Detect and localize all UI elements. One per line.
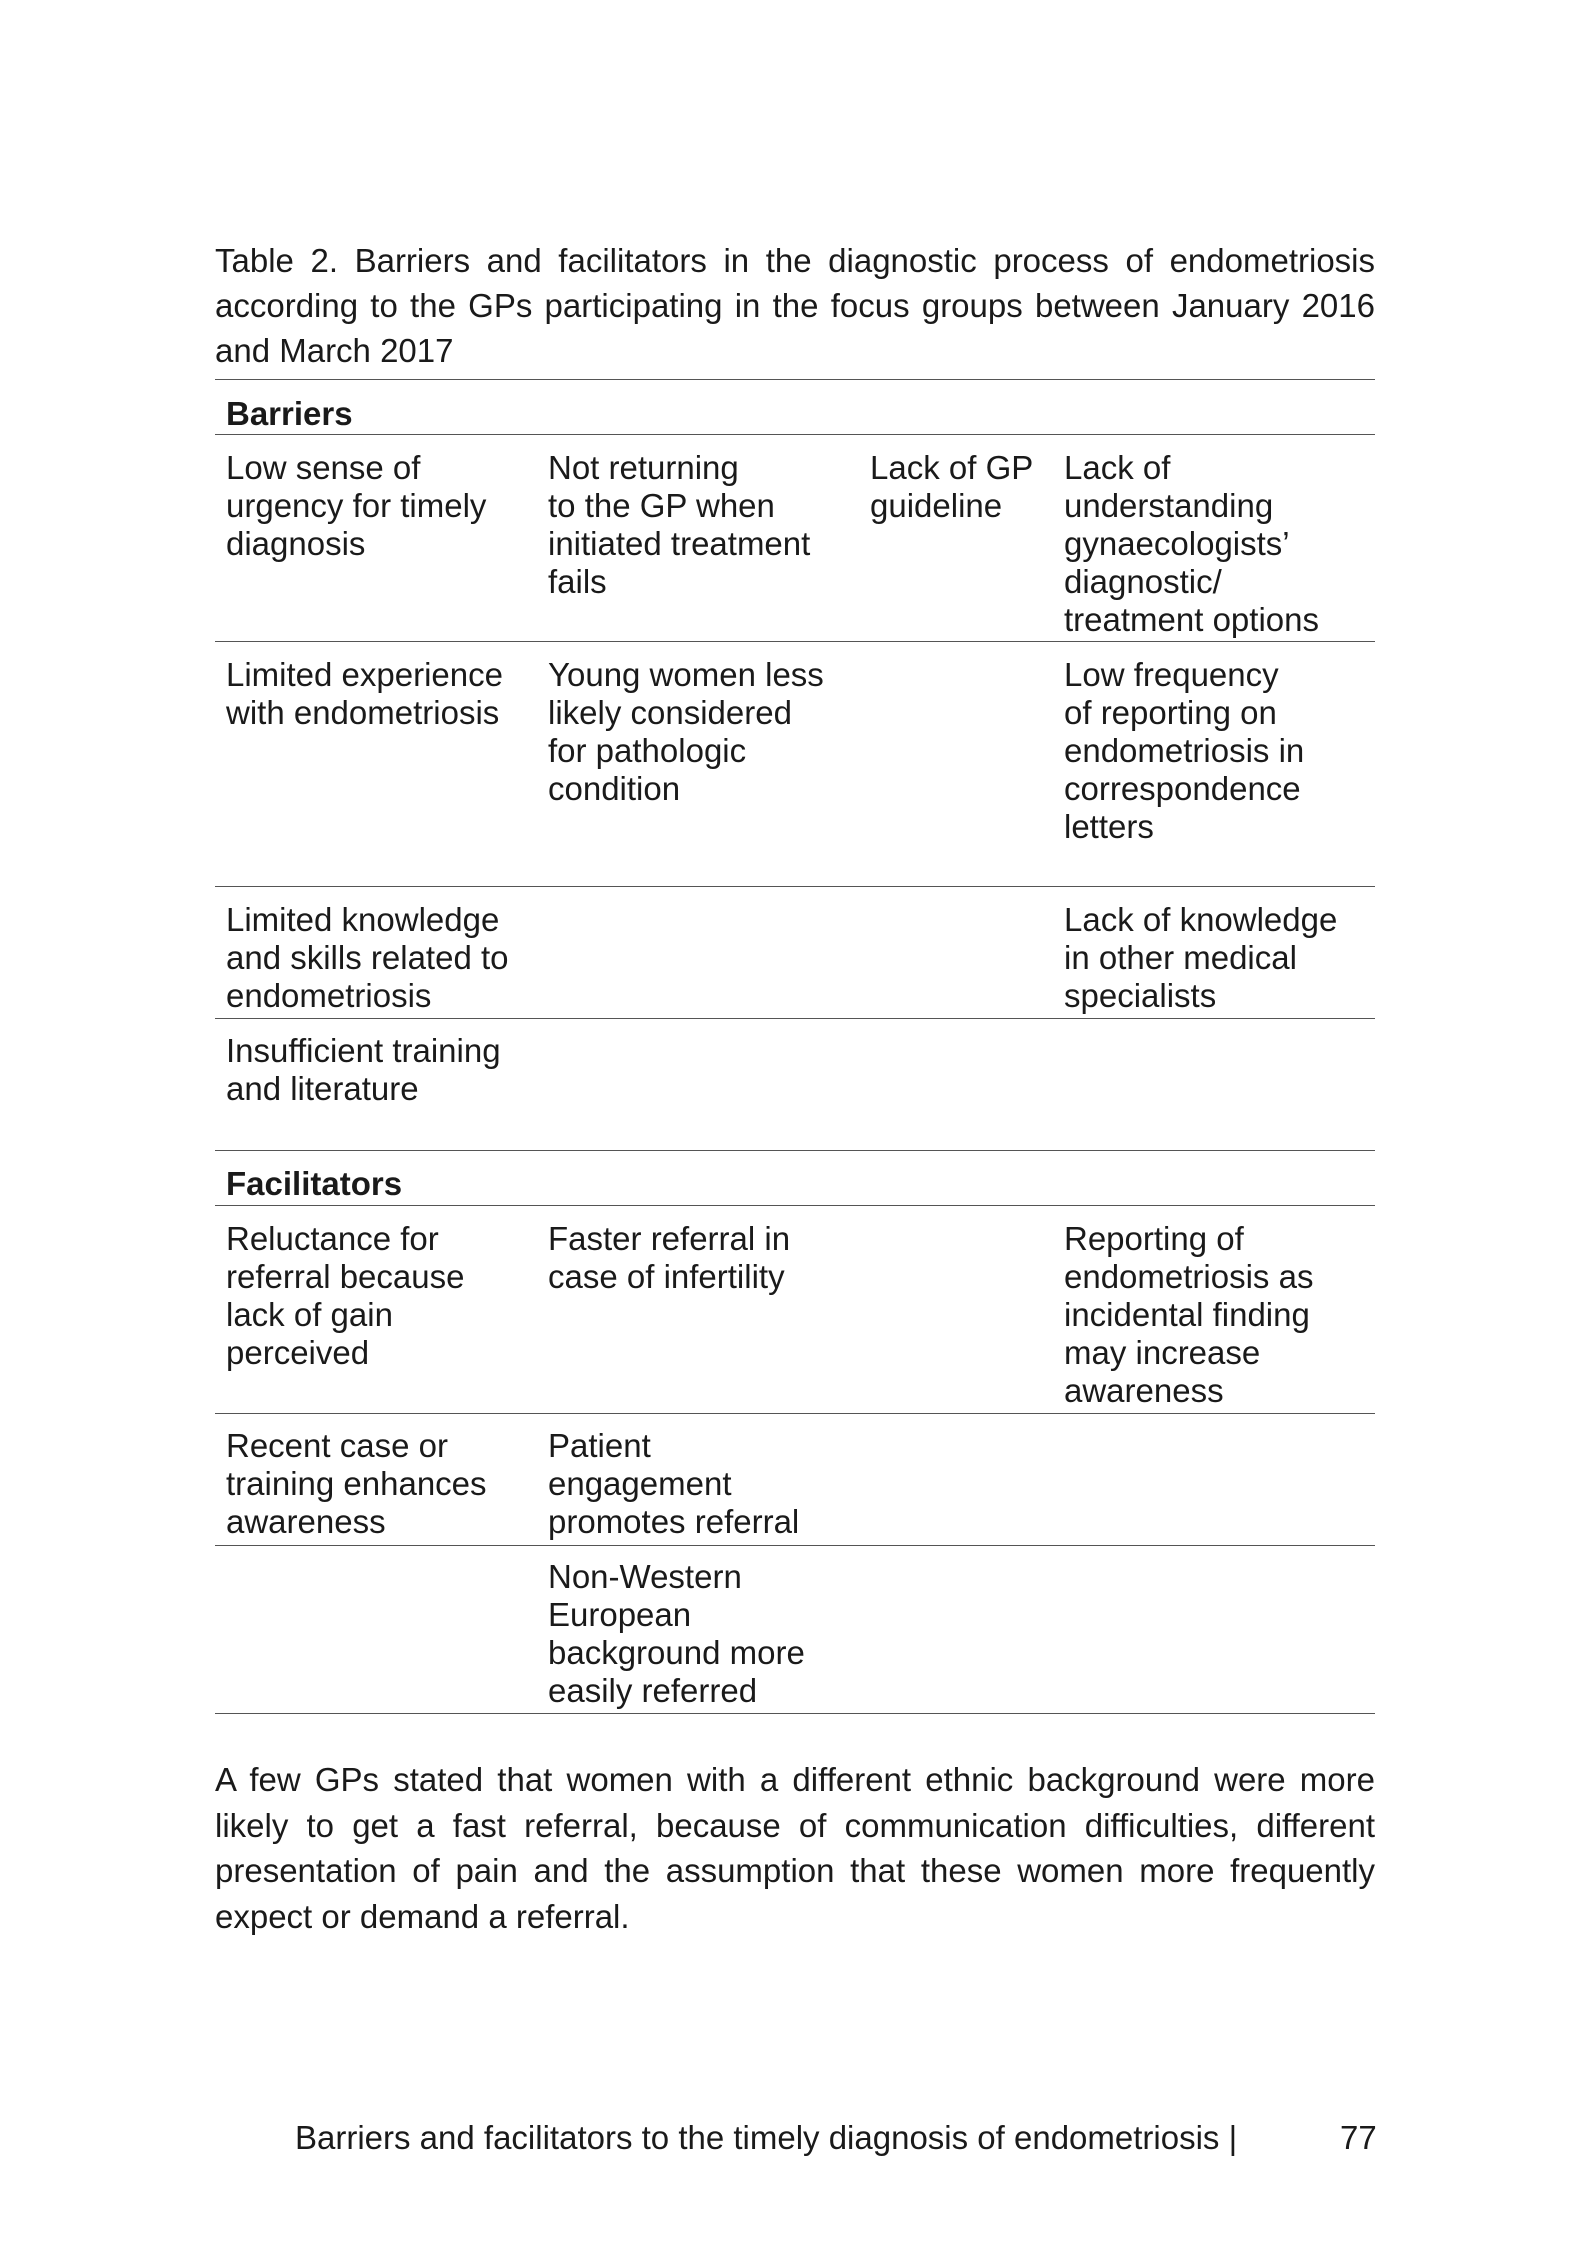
table-rule (215, 886, 1375, 887)
table-cell: Limited experience with endometriosis (226, 656, 503, 731)
table-cell: Lack of GP guideline (870, 449, 1034, 524)
table-cell: Reluctance for referral because lack of gain perceived (226, 1220, 465, 1371)
table-rule (215, 1018, 1375, 1019)
table-cell: Low sense of urgency for timely diagnosis (226, 449, 487, 562)
table-rule (215, 434, 1375, 435)
table-cell: Lack of understanding gynaecologists’ diagnostic/ treatment options (1064, 449, 1319, 638)
table-rule (215, 1205, 1375, 1206)
page-number: 77 (1340, 2119, 1377, 2156)
table-cell: Insufficient training and literature (226, 1032, 501, 1107)
table-cell: Faster referral in case of infertility (548, 1220, 791, 1295)
table-rule (215, 1150, 1375, 1151)
table-cell: Lack of knowledge in other medical specialists (1064, 901, 1338, 1014)
table-cell: Non-Western European background more easily referred (548, 1558, 805, 1709)
table-cell: Limited knowledge and skills related to endometriosis (226, 901, 509, 1014)
barriers-heading: Barriers (226, 395, 353, 432)
table-cell: Patient engagement promotes referral (548, 1427, 800, 1540)
table-top-rule (215, 379, 1375, 380)
body-paragraph: A few GPs stated that women with a different ethnic background were more likely to get a fast referral, because of communication difficulties, different presentation of pain and the assumption that these women more frequently expect or demand a referral. (215, 1761, 1375, 1935)
table-cell: Young women less likely considered for pathologic condition (548, 656, 824, 807)
table-cell: Low frequency of reporting on endometriosis in correspondence letters (1064, 656, 1305, 845)
table-cell: Reporting of endometriosis as incidental finding may increase awareness (1064, 1220, 1314, 1409)
table-caption: Table 2. Barriers and facilitators in the diagnostic process of endometriosis according to the GPs participating in the focus groups between January 2016 and March 2017 (215, 242, 1375, 369)
table-rule (215, 641, 1375, 642)
table-rule (215, 1413, 1375, 1414)
facilitators-heading: Facilitators (226, 1165, 403, 1202)
table-bottom-rule (215, 1713, 1375, 1714)
table-cell: Recent case or training enhances awareness (226, 1427, 487, 1540)
running-footer-title: Barriers and facilitators to the timely diagnosis of endometriosis | (295, 2119, 1238, 2156)
table-rule (215, 1545, 1375, 1546)
table-cell: Not returning to the GP when initiated treatment fails (548, 449, 811, 600)
